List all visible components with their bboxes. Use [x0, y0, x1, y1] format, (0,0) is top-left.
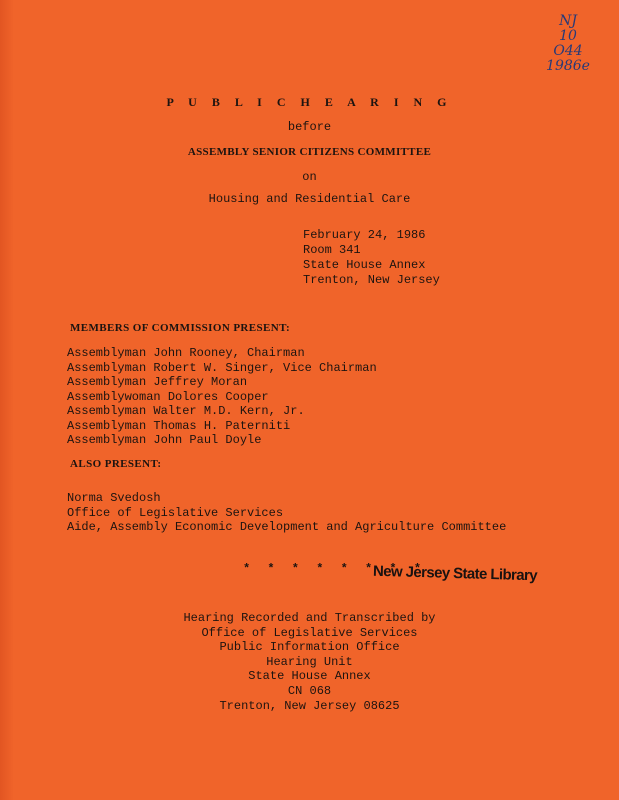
handwritten-line: O44 [553, 43, 583, 59]
document-title: P U B L I C H E A R I N G [166, 95, 453, 109]
member-item: Assemblyman Jeffrey Moran [67, 375, 248, 389]
hearing-details [303, 228, 440, 288]
also-present-heading: ALSO PRESENT: [70, 458, 162, 470]
member-item: Assemblyman John Paul Doyle [67, 433, 262, 447]
footer-line: Trenton, New Jersey 08625 [219, 698, 400, 713]
footer-line: Public Information Office [219, 640, 400, 655]
handwritten-line: NJ [559, 13, 577, 29]
footer-line: State House Annex [248, 669, 371, 684]
member-item: Assemblyman Walter M.D. Kern, Jr. [67, 404, 305, 418]
handwritten-line: 10 [559, 28, 577, 44]
hearing-topic: Housing and Residential Care [208, 192, 411, 206]
footer-line: Hearing Recorded and Transcribed by [183, 611, 436, 625]
member-item: Assemblywoman Dolores Cooper [67, 389, 269, 404]
also-present-item: Aide, Assembly Economic Development and Agriculture Committee [67, 520, 507, 534]
hearing-city: Trenton, New Jersey [303, 273, 440, 287]
transcription-credit [0, 611, 619, 713]
library-stamp: New Jersey State Library [372, 562, 538, 585]
footer-line: Hearing Unit [266, 654, 353, 669]
on-text: on [302, 170, 317, 184]
also-present-list [67, 491, 506, 535]
footer-line: CN 068 [287, 683, 332, 698]
handwritten-line: 1986e [546, 58, 590, 74]
footer-line: Office of Legislative Services [201, 625, 418, 640]
member-item: Assemblyman Thomas H. Paterniti [67, 418, 291, 433]
members-list [67, 346, 377, 448]
hearing-building: State House Annex [303, 258, 426, 272]
separator-stars: * * * * * * * * [243, 562, 427, 576]
committee-name: ASSEMBLY SENIOR CITIZENS COMMITTEE [187, 146, 432, 158]
handwritten-call-number [528, 14, 608, 74]
members-heading: MEMBERS OF COMMISSION PRESENT: [70, 322, 291, 334]
also-present-item: Office of Legislative Services [67, 505, 284, 520]
hearing-room: Room 341 [303, 243, 361, 257]
also-present-item: Norma Svedosh [67, 491, 161, 505]
member-item: Assemblyman Robert W. Singer, Vice Chairman [67, 360, 377, 375]
hearing-date: February 24, 1986 [303, 228, 426, 242]
before-text: before [287, 120, 332, 134]
member-item: Assemblyman John Rooney, Chairman [67, 346, 305, 360]
